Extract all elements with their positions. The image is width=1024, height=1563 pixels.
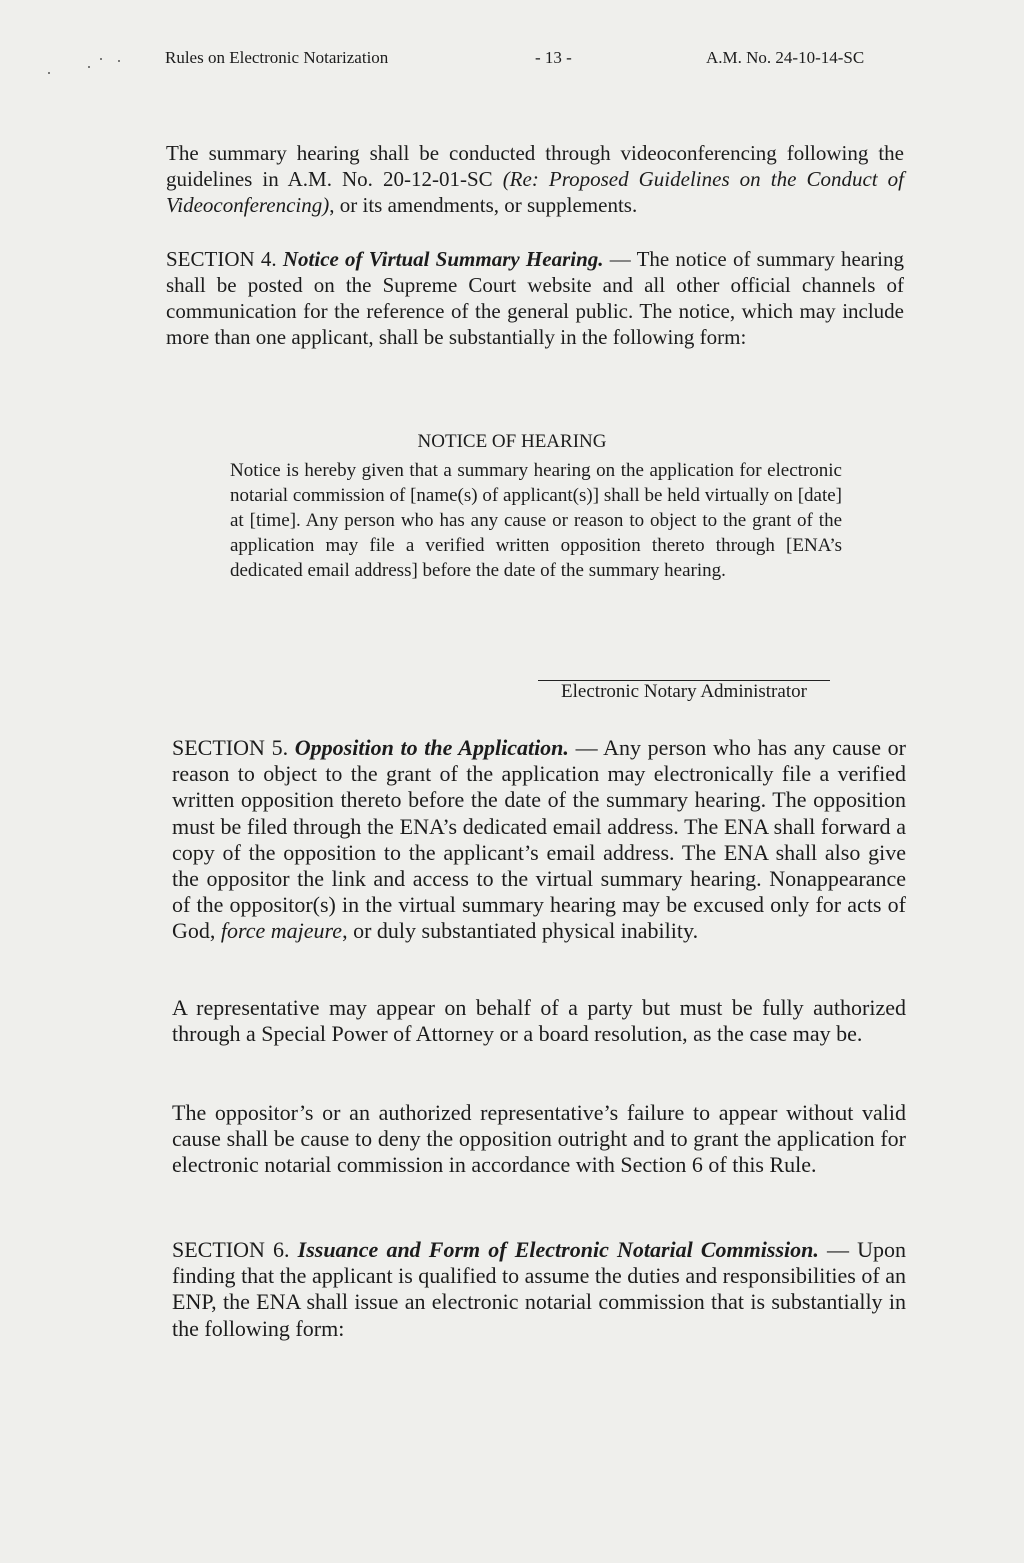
section-5-paragraph (172, 735, 906, 945)
section-6-body: — Upon finding that the applicant is qualified to assume the duties and responsibilities of an ENP, the ENA shall issue an electronic notarial commission that is substantially in the following form: (172, 1237, 906, 1341)
notice-body: Notice is hereby given that a summary hearing on the application for electronic notarial commission of [name(s) of applicant(s)] shall be held virtually on [date] at [time]. Any person who has any cause or reason to object to the grant of the application may file a verified written opposition thereto through [ENA’s dedicated email address] before the date of the summary hearing. (230, 460, 842, 581)
header-title: Rules on Electronic Notarization (165, 48, 389, 67)
section-4-number: SECTION 4. (166, 247, 283, 271)
section-4-heading: Notice of Virtual Summary Hearing. (282, 247, 604, 271)
p1-text-1: The summary hearing shall be conducted through videoconferencing following the guidelines in A.M. No. 20-12-01-SC (166, 141, 904, 191)
section-5-number: SECTION 5. (172, 735, 295, 760)
section-6-number: SECTION 6. (172, 1237, 298, 1262)
scan-speck (48, 72, 50, 74)
representative-paragraph: A representative may appear on behalf of a party but must be fully authorized through a Special Power of Attorney or a board resolution, as the case may be. (172, 995, 906, 1047)
signatory-label: Electronic Notary Administrator (561, 681, 807, 702)
section-5-body-2: , or duly substantiated physical inability. (342, 918, 699, 944)
header-case-number: A.M. No. 24-10-14-SC (706, 48, 865, 67)
p1-text-2: , or its amendments, or supplements. (329, 193, 638, 217)
section-5-force-majeure: force majeure (220, 918, 343, 944)
videoconferencing-paragraph (166, 140, 904, 218)
page-number: - 13 - (535, 48, 572, 67)
section-5-body-1: — Any person who has any cause or reason to object to the grant of the application may electronically file a verified written opposition thereto before the date of the summary hearing. The opposition must be filed through the ENA’s dedicated email address. The ENA shall forward a copy of the opposition to the applicant’s email address. The ENA shall also give the oppositor the link and access to the virtual summary hearing. Nonappearance of the oppositor(s) in the virtual summary hearing may be excused only for acts of God, (172, 735, 906, 944)
p1-citation: (Re: Proposed Guidelines on the Conduct of Videoconferencing) (166, 167, 904, 217)
page-header (0, 48, 1024, 72)
failure-to-appear-paragraph: The oppositor’s or an authorized representative’s failure to appear without valid cause shall be cause to deny the opposition outright and to grant the application for electronic notarial commission in accordance with Section 6 of this Rule. (172, 1100, 906, 1178)
section-6-heading: Issuance and Form of Electronic Notarial Commission. (297, 1237, 819, 1262)
section-5-heading: Opposition to the Application. (294, 735, 569, 760)
section-6-paragraph (172, 1237, 906, 1342)
scan-speck (118, 60, 120, 62)
notice-title: NOTICE OF HEARING (417, 431, 607, 452)
scan-speck (100, 58, 102, 60)
scan-speck (88, 66, 90, 68)
section-4-paragraph (166, 246, 904, 350)
section-4-body: — The notice of summary hearing shall be posted on the Supreme Court website and all other official channels of communication for the reference of the general public. The notice, which may include more than one applicant, shall be substantially in the following form: (166, 247, 905, 349)
